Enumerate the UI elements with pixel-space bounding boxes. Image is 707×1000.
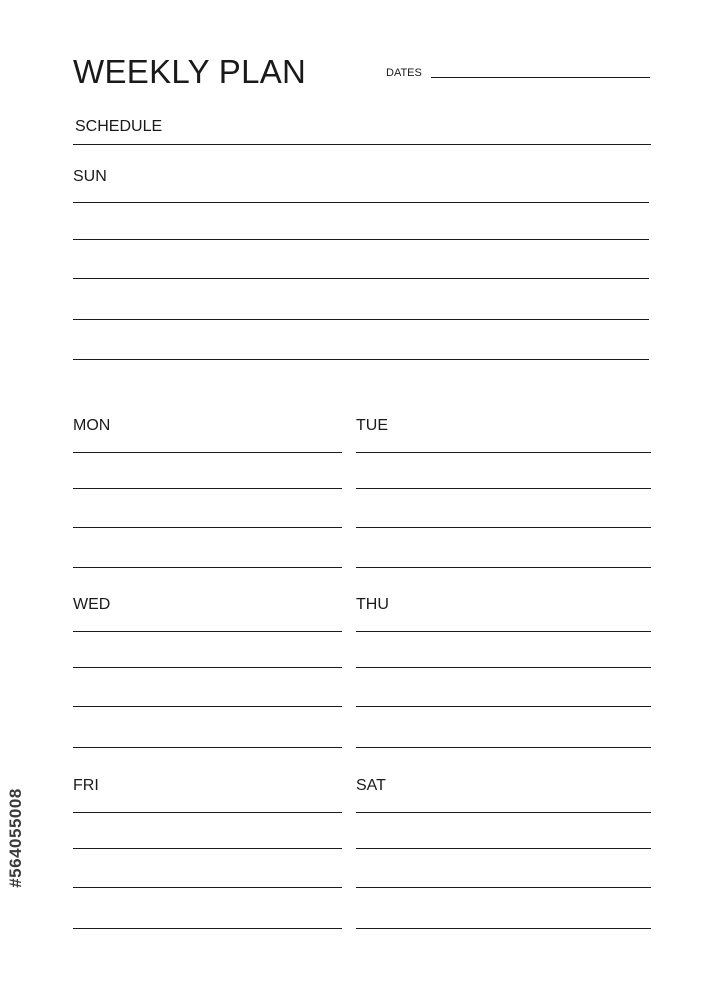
thu-line-1[interactable]	[356, 631, 651, 632]
thu-line-2[interactable]	[356, 667, 651, 668]
thu-line-3[interactable]	[356, 706, 651, 707]
page-title: WEEKLY PLAN	[73, 53, 307, 90]
day-label-mon: MON	[73, 417, 111, 434]
day-label-sat: SAT	[356, 777, 386, 794]
wed-line-3[interactable]	[73, 706, 342, 707]
stock-id-watermark	[4, 758, 28, 918]
fri-line-3[interactable]	[73, 887, 342, 888]
day-label-fri: FRI	[73, 777, 99, 794]
day-label-sun: SUN	[73, 168, 107, 185]
sat-line-2[interactable]	[356, 848, 651, 849]
sun-line-1[interactable]	[73, 202, 649, 203]
mon-line-2[interactable]	[73, 488, 342, 489]
sun-line-3[interactable]	[73, 278, 649, 279]
wed-line-1[interactable]	[73, 631, 342, 632]
sun-line-5[interactable]	[73, 359, 649, 360]
schedule-label: SCHEDULE	[75, 118, 163, 135]
dates-label: DATES	[386, 67, 422, 79]
day-label-wed: WED	[73, 596, 111, 613]
day-label-thu: THU	[356, 596, 389, 613]
fri-line-4[interactable]	[73, 928, 342, 929]
sun-line-2[interactable]	[73, 239, 649, 240]
tue-line-1[interactable]	[356, 452, 651, 453]
fri-line-1[interactable]	[73, 812, 342, 813]
sat-line-3[interactable]	[356, 887, 651, 888]
wed-line-4[interactable]	[73, 747, 342, 748]
fri-line-2[interactable]	[73, 848, 342, 849]
stock-id-text: #564055008	[6, 788, 25, 888]
wed-line-2[interactable]	[73, 667, 342, 668]
mon-line-4[interactable]	[73, 567, 342, 568]
mon-line-1[interactable]	[73, 452, 342, 453]
tue-line-4[interactable]	[356, 567, 651, 568]
thu-line-4[interactable]	[356, 747, 651, 748]
tue-line-2[interactable]	[356, 488, 651, 489]
tue-line-3[interactable]	[356, 527, 651, 528]
mon-line-3[interactable]	[73, 527, 342, 528]
schedule-divider	[73, 144, 651, 145]
sat-line-1[interactable]	[356, 812, 651, 813]
day-label-tue: TUE	[356, 417, 388, 434]
sun-line-4[interactable]	[73, 319, 649, 320]
dates-input-line[interactable]	[431, 77, 650, 78]
sat-line-4[interactable]	[356, 928, 651, 929]
